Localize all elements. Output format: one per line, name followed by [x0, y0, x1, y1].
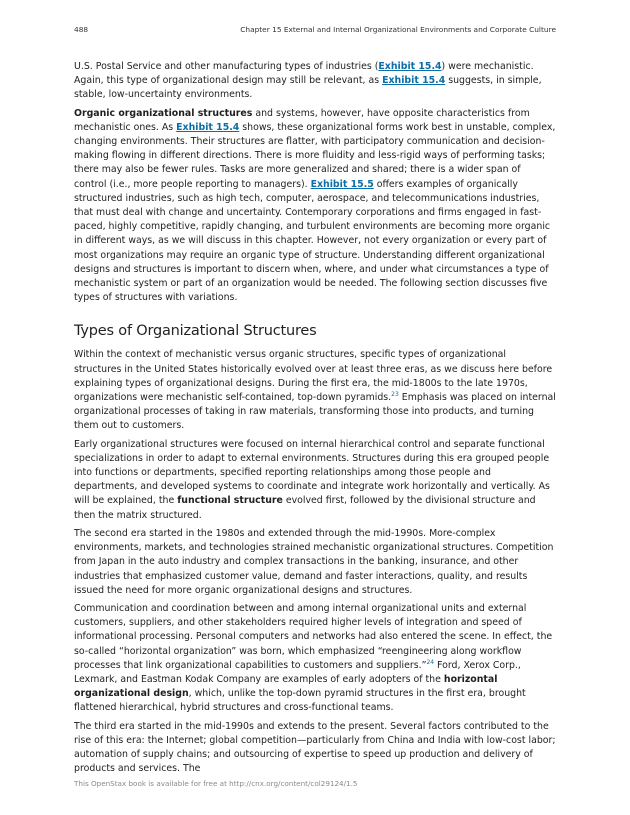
footnote-ref-24[interactable]: 24	[426, 658, 435, 666]
text-run: Communication and coordination between and among internal organizational units and external customers, suppliers, and other stakeholders required higher levels of integration and speed of informational processing. Personal computers and networks had also entered the scene. In effect, the so-called “horizontal organization” was born, which emphasized “reengineering along workflow processes that link organizational capabilities to customers and suppliers.”	[74, 602, 553, 671]
text-run: Within the context of mechanistic versus organic structures, specific types of organizational structures in the United States historically evolved over at least three eras, as we discuss here before explaining types of organizational designs. During the first era, the mid-1800s to the late 1970s, organizations were mechanistic self-contained, top-down pyramids.	[74, 349, 553, 404]
key-term-functional-structure: functional structure	[177, 495, 283, 507]
exhibit-15-5-link[interactable]: Exhibit 15.5	[310, 178, 374, 190]
chapter-title: Chapter 15 External and Internal Organizational Environments and Corporate Culture	[240, 25, 556, 34]
paragraph-1	[74, 60, 556, 103]
section-heading: Types of Organizational Structures	[74, 323, 317, 340]
text-run: shows, these organizational forms work best in unstable, complex, changing environments. Their structures are flatter, with participatory communication and decision-making flowing in different directions. There is more fluidity and less-rigid ways of performing tasks; there may also be fewer rules. Tasks are more generalized and shared; there is a wider span of control (i.e., more people reporting to managers).	[74, 121, 556, 190]
text-run: U.S. Postal Service and other manufacturing types of industries (	[74, 61, 379, 72]
paragraph-3	[74, 348, 556, 433]
footnote-ref-23[interactable]: 23	[391, 390, 399, 398]
page-number: 488	[74, 25, 89, 34]
paragraph-7	[74, 720, 556, 777]
text-run: , which, unlike the top-down pyramid structures in the first era, brought flattened hierarchical, hybrid structures and cross-functional teams.	[74, 688, 526, 714]
exhibit-15-4-link[interactable]: Exhibit 15.4	[176, 121, 240, 133]
paragraph-6	[74, 602, 556, 716]
page-footer: This OpenStax book is available for free at http://cnx.org/content/col29124/1.5	[74, 779, 358, 788]
text-run: Ford, Xerox Corp., Lexmark, and Eastman Kodak Company are examples of early adopters of the	[74, 659, 521, 685]
paragraph-5	[74, 527, 556, 598]
exhibit-15-4-link[interactable]: Exhibit 15.4	[378, 61, 442, 72]
text-run: The second era started in the 1980s and extended through the mid-1990s. More-complex environments, markets, and technologies strained mechanistic organizational structures. Competition from Japan in the auto industry and complex transactions in the banking, insurance, and other industries that emphasized customer value, demand and faster interactions, quality, and results issued the need for more organic organizational designs and structures.	[74, 527, 554, 596]
text-run: offers examples of organically structured industries, such as high tech, computer, aerospace, and telecommunications industries, that must deal with change and uncertainty. Contemporary corporations and firms engaged in fast-paced, highly competitive, rapidly changing, and turbulent environments are becoming more organic in different ways, as we will discuss in this chapter. However, not every organization or every part of most organizations may require an organic type of structure. Understanding different organizational designs and structures is important to discern when, where, and under what circumstances a type of mechanistic system or part of an organization would be needed. The following section discusses five types of structures with variations.	[74, 178, 551, 304]
text-run: suggests, in simple, stable, low-uncertainty environments.	[74, 75, 542, 101]
text-run: The third era started in the mid-1990s and extends to the present. Several factors contributed to the rise of this era: the Internet; global competition—particularly from China and India with low-cost labor; automation of supply chains; and outsourcing of expertise to speed up production and delivery of products and services. The	[74, 720, 556, 775]
text-run: Emphasis was placed on internal organizational processes of taking in raw materials, transforming those into products, and turning them out to customers.	[74, 392, 556, 432]
text-run: ) were mechanistic. Again, this type of organizational design may still be relevant, as	[74, 61, 534, 87]
key-term-horizontal-design: horizontal organizational design	[74, 673, 498, 700]
exhibit-15-4-link[interactable]: Exhibit 15.4	[382, 75, 446, 87]
paragraph-4	[74, 438, 556, 523]
running-header	[74, 25, 556, 37]
text-run: evolved first, followed by the divisional structure and then the matrix structured.	[74, 495, 536, 521]
text-run: Early organizational structures were focused on internal hierarchical control and separate functional specializations in order to adapt to external environments. Structures during this era grouped people into functions or departments, specified reporting relationships among those people and departments, and developed systems to coordinate and integrate work horizontally and vertically. As will be explained, the	[74, 438, 550, 507]
text-run: and systems, however, have opposite characteristics from mechanistic ones. As	[74, 107, 530, 133]
paragraph-2	[74, 107, 556, 306]
key-term-organic-structures: Organic organizational structures	[74, 107, 253, 119]
body-text	[74, 60, 556, 780]
